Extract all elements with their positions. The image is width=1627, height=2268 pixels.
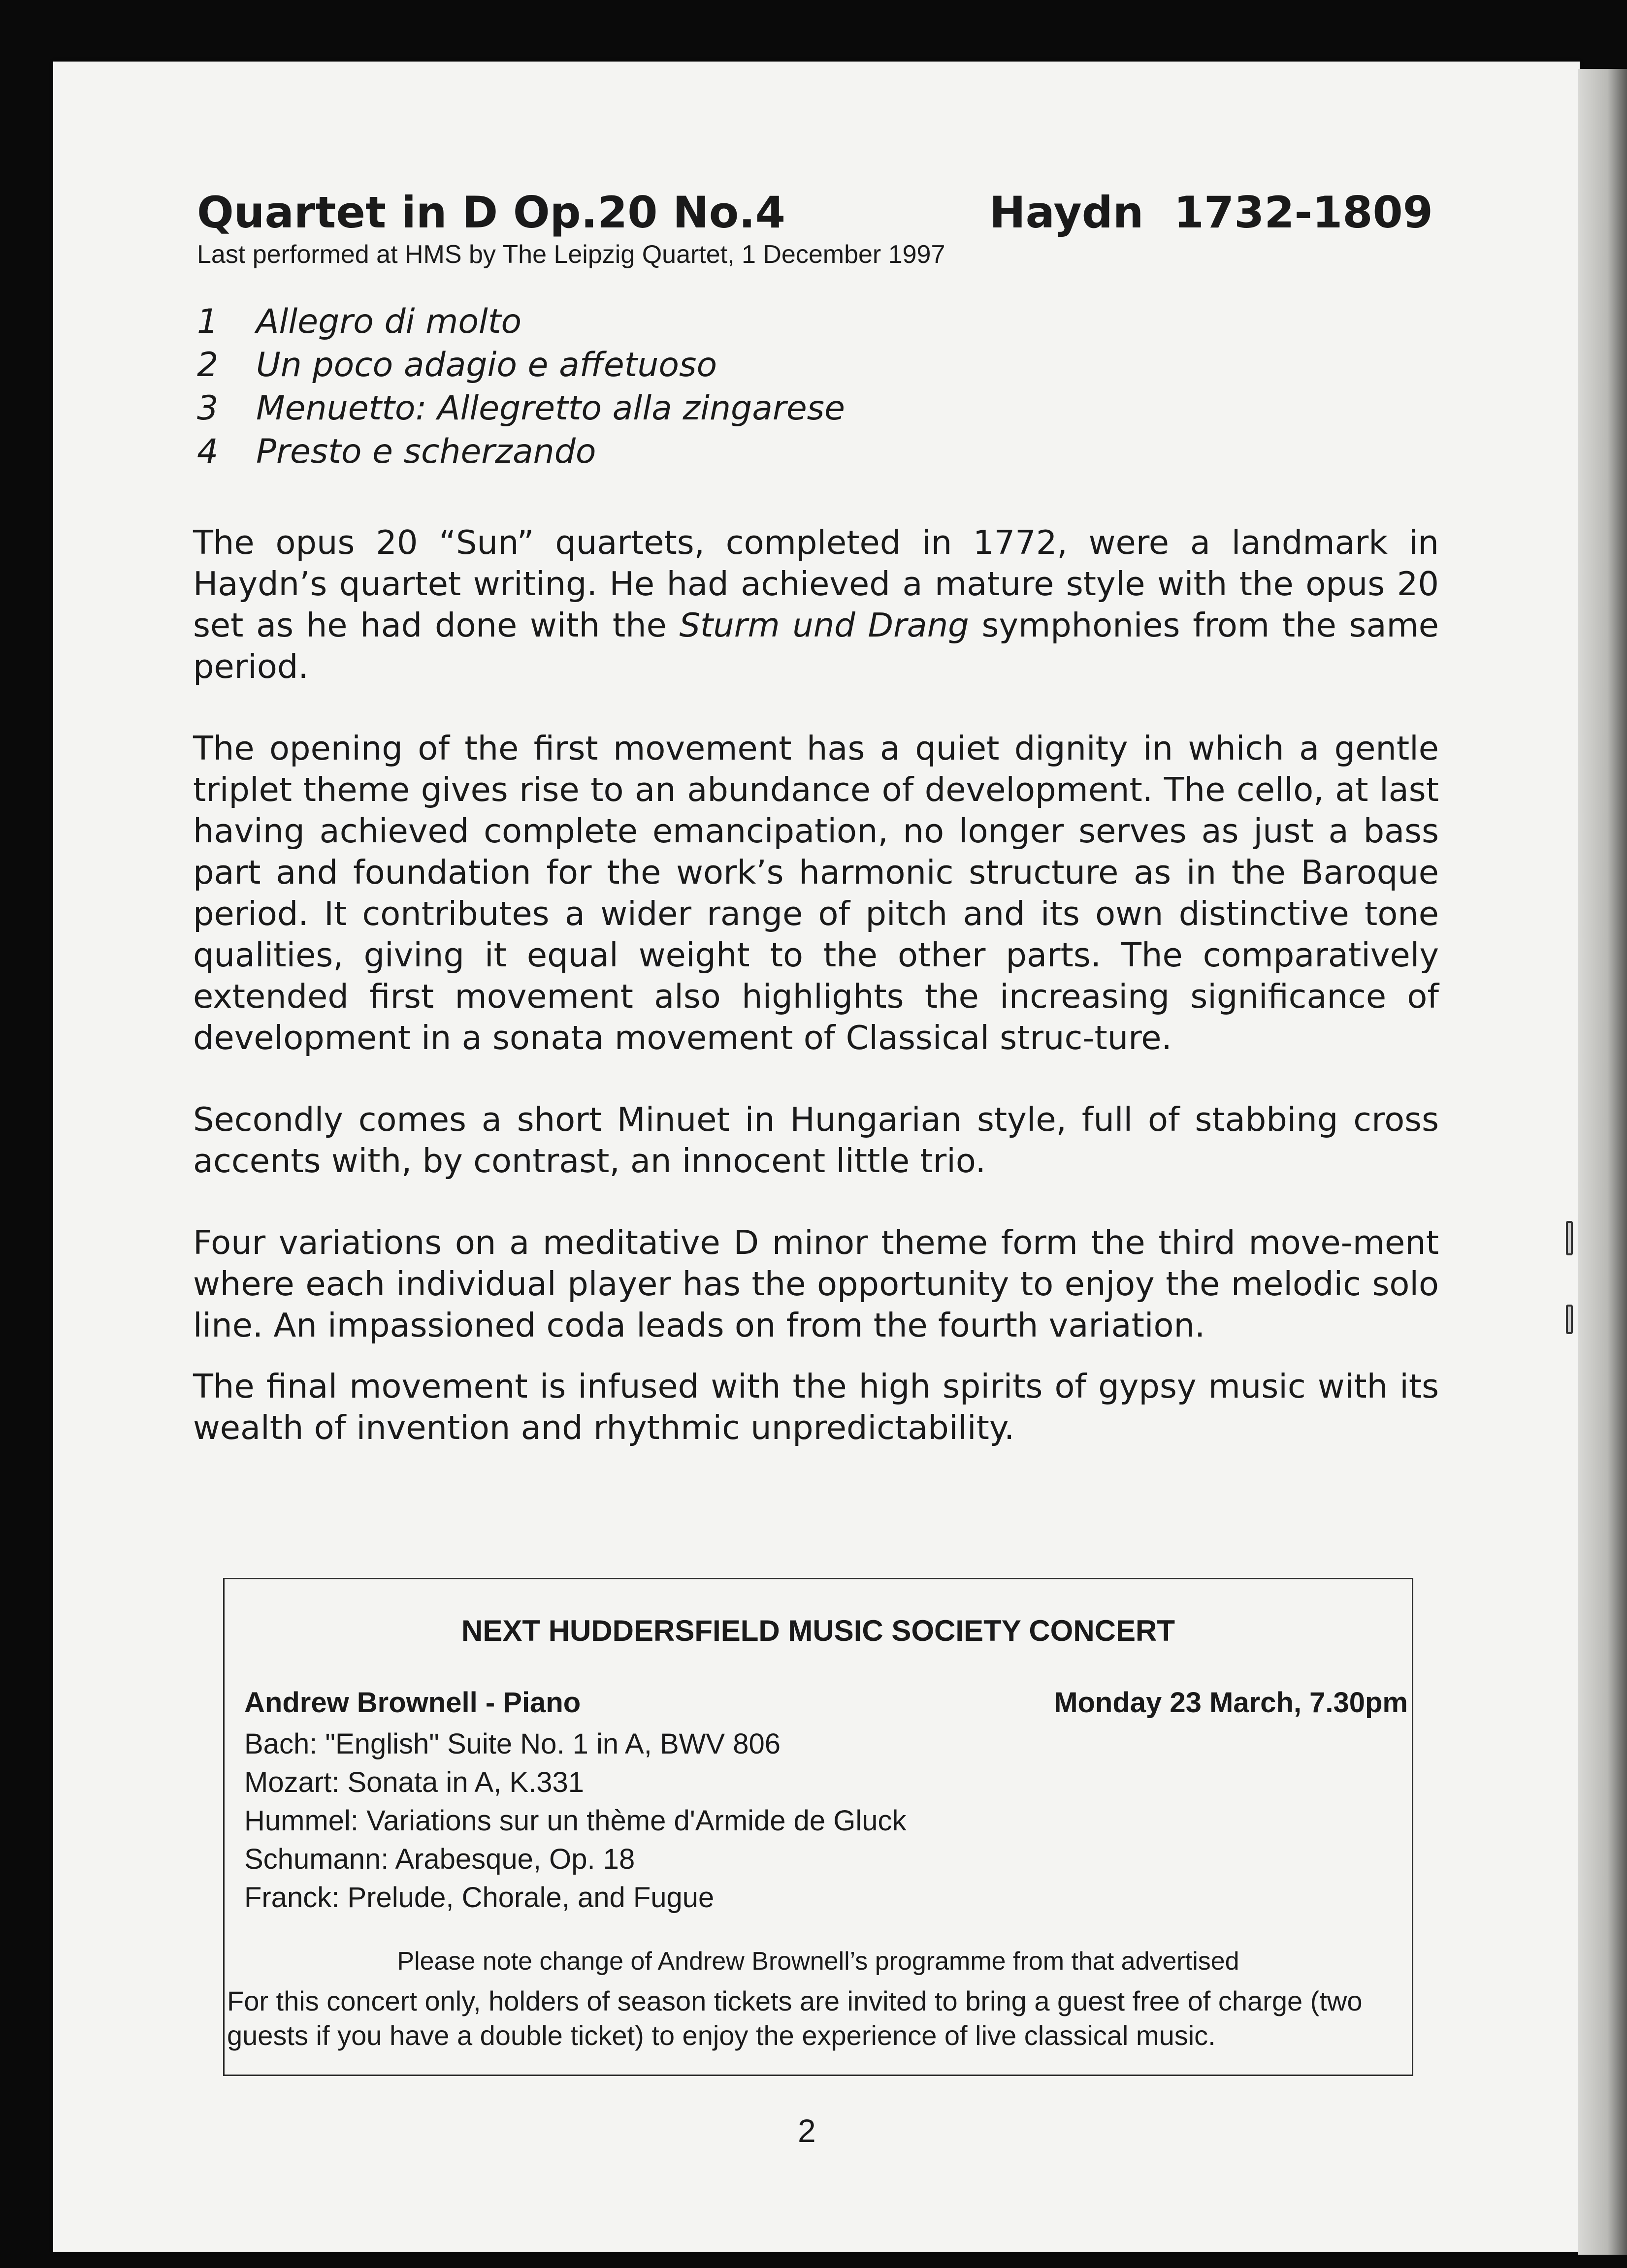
- programme-change-note: Please note change of Andrew Brownell’s programme from that advertised: [397, 1947, 1239, 1976]
- movement-list: [197, 300, 1379, 474]
- movement-name: Un poco adagio e affetuoso: [256, 346, 717, 384]
- last-performed: Last performed at HMS by The Leipzig Quartet, 1 December 1997: [197, 240, 945, 269]
- paragraph-minuet: Secondly comes a short Minuet in Hungarian style, full of stabbing cross accents with, by contrast, an innocent little trio.: [193, 1100, 1439, 1180]
- concert-date: Monday 23 March, 7.30pm: [1054, 1687, 1408, 1719]
- program-item: Schumann: Arabesque, Op. 18: [244, 1843, 635, 1875]
- program-item: Hummel: Variations sur un thème d'Armide de Gluck: [244, 1805, 907, 1837]
- next-concert-title: NEXT HUDDERSFIELD MUSIC SOCIETY CONCERT: [461, 1614, 1175, 1647]
- guest-offer: For this concert only, holders of season tickets are invited to bring a guest free of charge (two guests if you have a double ticket) to enjoy the experience of live classical music.: [227, 1985, 1363, 2051]
- paragraph-variations: Four variations on a meditative D minor theme form the third move-ment where each individual player has the opportunity to enjoy the melodic solo line. An impassioned coda leads on from the fourth variation.: [193, 1223, 1439, 1344]
- composer-dates: Haydn 1732-1809: [989, 187, 1433, 238]
- program-item: Franck: Prelude, Chorale, and Fugue: [244, 1882, 715, 1914]
- movement-name: Allegro di molto: [256, 302, 522, 341]
- piece-title: Quartet in D Op.20 No.4: [197, 187, 785, 238]
- piece-header: [197, 187, 1433, 269]
- movement-item: [197, 300, 1379, 344]
- paragraph-text: symphonies from the same period.: [193, 606, 1439, 686]
- movement-number: 3: [197, 389, 219, 428]
- movement-item: [197, 430, 1379, 474]
- paragraph-opus20: [193, 522, 1439, 687]
- page-number: 2: [798, 2112, 816, 2149]
- movement-item: [197, 387, 1379, 430]
- binder-clip-bottom: [1566, 1305, 1573, 1334]
- performer: Andrew Brownell - Piano: [244, 1687, 581, 1719]
- binder-clip-top: [1566, 1221, 1573, 1255]
- movement-number: 4: [197, 432, 219, 471]
- next-page-edge: [1578, 69, 1627, 2255]
- program-item: Mozart: Sonata in A, K.331: [244, 1766, 584, 1798]
- movement-number: 1: [197, 302, 219, 341]
- program-notes: [193, 522, 1439, 1489]
- paragraph-text: The opus 20 “Sun” quartets, completed in 1772, were a landmark in Haydn’s quartet writing. He had achieved a mature style with the opus 20 set as he had done with the: [193, 523, 1439, 644]
- movement-item: [197, 344, 1379, 387]
- movement-name: Presto e scherzando: [256, 432, 596, 471]
- next-concert-box: [223, 1578, 1413, 2076]
- paragraph-first-movement: The opening of the first movement has a quiet dignity in which a gentle triplet theme gives rise to an abundance of development. The cello, at last having achieved complete emancipation, no longer serves as just a bass part and foundation for the work’s harmonic structure as in the Baroque period. It contributes a wider range of pitch and its own distinctive tone qualities, giving it equal weight to the other parts. The comparatively extended first movement also highlights the increasing significance of development in a sonata movement of Classical struc-ture.: [193, 729, 1439, 1057]
- paragraph-finale: The final movement is infused with the high spirits of gypsy music with its wealth of invention and rhythmic unpredictability.: [193, 1367, 1439, 1447]
- movement-number: 2: [197, 346, 219, 384]
- italic-term: Sturm und Drang: [679, 606, 969, 644]
- concert-program: [244, 1725, 1412, 1917]
- program-item: Bach: "English" Suite No. 1 in A, BWV 806: [244, 1728, 781, 1760]
- movement-name: Menuetto: Allegretto alla zingarese: [256, 389, 845, 428]
